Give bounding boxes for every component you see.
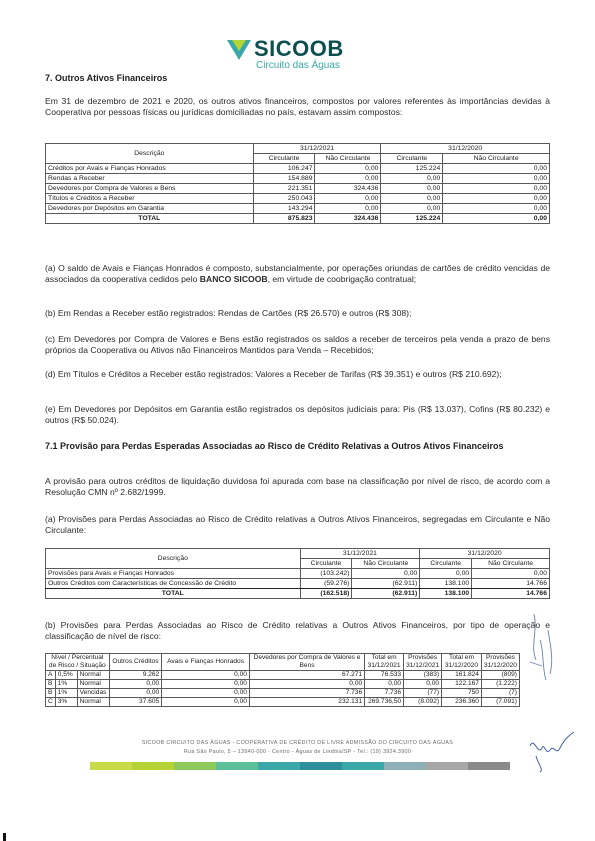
section-7-1-title: 7.1 Provisão para Perdas Esperadas Associadas ao Risco de Crédito Relativas a Outros Ativos Financeiros bbox=[45, 441, 504, 451]
note-e: (e) Em Devedores por Depósitos em Garantia estão registrados os depósitos judiciais para: Pis (R$ 13.037), Cofins (R$ 80.232) e outros (R$ 50.024). bbox=[45, 404, 550, 425]
cell-value: 7.736 bbox=[249, 689, 364, 698]
total-label: TOTAL bbox=[46, 589, 301, 599]
situacao-cell: Normal bbox=[77, 671, 109, 680]
note-a-bold: BANCO SICOOB bbox=[199, 274, 268, 284]
section-7-intro: Em 31 de dezembro de 2021 e 2020, os outros ativos financeiros, compostos por valores referentes às importâncias devidas à Cooperativa por pessoas físicas ou jurídicas domiciliadas no país, estavam assim compostos: bbox=[45, 96, 550, 117]
cell-value: 7.736 bbox=[365, 689, 404, 698]
note-a-text: (a) O saldo de Avais e Fianças Honrados é composto, substancialmente, por operações oriundas de cartões de crédito vencidas de associados da cooperativa cedidos pelo bbox=[45, 263, 550, 284]
footer-line-1: SICOOB CIRCUITO DAS ÁGUAS - COOPERATIVA DE CRÉDITO DE LIVRE ADMISSÃO DO CIRCUITO DAS ÁGUAS bbox=[141, 740, 454, 746]
cell-value: (809) bbox=[481, 671, 519, 680]
cell-value: 138.100 bbox=[420, 579, 472, 589]
stripe-segment bbox=[258, 762, 300, 770]
cell-value: 122.167 bbox=[442, 680, 482, 689]
stripe-segment bbox=[90, 762, 132, 770]
stripe-segment bbox=[426, 762, 468, 770]
situacao-cell: Vencidas bbox=[77, 689, 109, 698]
total-value: (62.911) bbox=[352, 589, 420, 599]
cell-value: 0,00 bbox=[315, 194, 381, 204]
cell-value: 0,00 bbox=[443, 204, 550, 214]
cell-value: 154.889 bbox=[253, 174, 315, 184]
cell-value: (7) bbox=[481, 689, 519, 698]
cell-value: 236.360 bbox=[442, 698, 482, 707]
note-a bbox=[45, 263, 550, 285]
col-year-2020: 31/12/2020 bbox=[420, 549, 550, 559]
table-row bbox=[46, 680, 520, 689]
table-row bbox=[46, 671, 520, 680]
nivel-cell: C bbox=[46, 698, 56, 707]
note-d: (d) Em Títulos e Créditos a Receber estão registrados: Valores a Receber de Tarifas (R$ 39.351) e outros (R$ 210.692); bbox=[45, 369, 502, 379]
table-row bbox=[46, 698, 520, 707]
col-circulante-2020: Circulante bbox=[381, 154, 443, 164]
cell-value: 0,00 bbox=[315, 164, 381, 174]
table-row bbox=[46, 569, 550, 579]
row-label: Títulos e Créditos a Receber bbox=[46, 194, 254, 204]
cell-value: 0,00 bbox=[443, 184, 550, 194]
stripe-segment bbox=[384, 762, 426, 770]
sicoob-logo bbox=[226, 36, 356, 76]
row-label: Devedores por Depósitos em Garantia bbox=[46, 204, 254, 214]
signature-mark bbox=[520, 610, 560, 700]
cell-value: 250.043 bbox=[253, 194, 315, 204]
cell-value: 0,00 bbox=[365, 680, 404, 689]
cell-value: 232.131 bbox=[249, 698, 364, 707]
cell-value: 0,00 bbox=[162, 689, 250, 698]
col-nao-circulante-2020: Não Circulante bbox=[472, 559, 550, 569]
col-nivel: Nível / Percentual de Risco / Situação bbox=[46, 654, 110, 671]
cell-value: (62.911) bbox=[352, 579, 420, 589]
cell-value: 106.247 bbox=[253, 164, 315, 174]
cell-value: 0,00 bbox=[162, 671, 250, 680]
sicoob-logo-icon bbox=[226, 38, 252, 62]
col-total-2020: Total em 31/12/2020 bbox=[442, 654, 482, 671]
table-row bbox=[46, 204, 550, 214]
col-outros-creditos: Outros Créditos bbox=[109, 654, 162, 671]
table-row bbox=[46, 184, 550, 194]
cell-value: (8.092) bbox=[404, 698, 442, 707]
stripe-segment bbox=[174, 762, 216, 770]
cell-value: 0,00 bbox=[162, 680, 250, 689]
cell-value: 269.736,50 bbox=[365, 698, 404, 707]
cell-value: 0,00 bbox=[443, 164, 550, 174]
col-total-2021: Total em 31/12/2021 bbox=[365, 654, 404, 671]
cell-value: 750 bbox=[442, 689, 482, 698]
cell-value: (7.091) bbox=[481, 698, 519, 707]
col-year-2021: 31/12/2021 bbox=[253, 144, 381, 154]
total-value: 138.100 bbox=[420, 589, 472, 599]
row-label: Devedores por Compra de Valores e Bens bbox=[46, 184, 254, 194]
cell-value: 143.294 bbox=[253, 204, 315, 214]
cell-value: 0,00 bbox=[443, 174, 550, 184]
cell-value: 67.271 bbox=[249, 671, 364, 680]
cell-value: 76.533 bbox=[365, 671, 404, 680]
table-row bbox=[46, 164, 550, 174]
total-value: 14.766 bbox=[472, 589, 550, 599]
stripe-segment bbox=[132, 762, 174, 770]
cell-value: (59.276) bbox=[300, 579, 352, 589]
row-label: Provisões para Avais e Fianças Honrados bbox=[46, 569, 301, 579]
col-provisoes-2020: Provisões 31/12/2020 bbox=[481, 654, 519, 671]
note-a-text-end: , em virtude de coobrigação contratual; bbox=[267, 274, 417, 284]
col-circulante-2021: Circulante bbox=[300, 559, 352, 569]
nivel-cell: B bbox=[46, 680, 56, 689]
cell-value: 0,00 bbox=[249, 680, 364, 689]
cell-value: 0,00 bbox=[472, 569, 550, 579]
cell-value: 0,00 bbox=[404, 680, 442, 689]
total-label: TOTAL bbox=[46, 214, 254, 224]
cell-value: 9.262 bbox=[109, 671, 162, 680]
cell-value: 221.351 bbox=[253, 184, 315, 194]
col-devedores: Devedores por Compra de Valores e Bens bbox=[249, 654, 364, 671]
total-value: 0,00 bbox=[443, 214, 550, 224]
section-7-1-sub-b: (b) Provisões para Perdas Associadas ao Risco de Crédito relativas a Outros Ativos Financeiros, por tipo de operação e classificação de nível de risco: bbox=[45, 620, 550, 641]
note-b: (b) Em Rendas a Receber estão registrados: Rendas de Cartões (R$ 26.570) e outros (R$ 308); bbox=[45, 308, 412, 318]
situacao-cell: Normal bbox=[77, 680, 109, 689]
cell-value: 125.224 bbox=[381, 164, 443, 174]
cell-value: (103.242) bbox=[300, 569, 352, 579]
stripe-segment bbox=[468, 762, 510, 770]
stripe-segment bbox=[342, 762, 384, 770]
cell-value: 37.605 bbox=[109, 698, 162, 707]
col-provisoes-2021: Provisões 31/12/2021 bbox=[404, 654, 442, 671]
footer-line-2: Rua São Paulo, 5 – 13940-000 - Centro - Águas de Lindóia/SP - Tel.: (19) 3924.3900 bbox=[183, 749, 412, 755]
total-value: 324.436 bbox=[315, 214, 381, 224]
cell-value: 14.766 bbox=[472, 579, 550, 589]
section-7-1-sub-a: (a) Provisões para Perdas Associadas ao Risco de Crédito relativas a Outros Ativos Financeiros, segregadas em Circulante e Não Circulante: bbox=[45, 514, 550, 535]
row-label: Outros Créditos com Características de Concessão de Crédito bbox=[46, 579, 301, 589]
note-c: (c) Em Devedores por Compra de Valores e Bens estão registrados os saldos a receber de terceiros pela venda a prazo de bens próprios da Cooperativa ou Ativos não Financeiros Mantidos para Venda – Recebidos; bbox=[45, 334, 550, 355]
cell-value: 0,00 bbox=[420, 569, 472, 579]
cell-value: 0,00 bbox=[381, 174, 443, 184]
table-row bbox=[46, 174, 550, 184]
total-value: (162.518) bbox=[300, 589, 352, 599]
logo-subtitle: Circuito das Águas bbox=[256, 60, 340, 71]
col-year-2020: 31/12/2020 bbox=[381, 144, 550, 154]
col-nao-circulante-2021: Não Circulante bbox=[352, 559, 420, 569]
cell-value: 0,00 bbox=[109, 689, 162, 698]
cell-value: 0,00 bbox=[352, 569, 420, 579]
col-year-2021: 31/12/2021 bbox=[300, 549, 420, 559]
pct-cell: 3% bbox=[55, 698, 77, 707]
outros-ativos-table bbox=[45, 143, 550, 224]
stripe-segment bbox=[300, 762, 342, 770]
cell-value: 324.436 bbox=[315, 184, 381, 194]
section-7-1-intro: A provisão para outros créditos de liquidação duvidosa foi apurada com base na classificação por nível de risco, de acordo com a Resolução CMN nº 2.682/1999. bbox=[45, 476, 550, 497]
cell-value: 0,00 bbox=[315, 204, 381, 214]
cell-value: 0,00 bbox=[381, 204, 443, 214]
scan-mark bbox=[3, 833, 6, 841]
pct-cell: 1% bbox=[55, 680, 77, 689]
col-descricao: Descrição bbox=[46, 144, 254, 164]
col-circulante-2020: Circulante bbox=[420, 559, 472, 569]
cell-value: 161.824 bbox=[442, 671, 482, 680]
table-total-row bbox=[46, 589, 550, 599]
cell-value: 0,00 bbox=[162, 698, 250, 707]
cell-value: (1.222) bbox=[481, 680, 519, 689]
cell-value: (77) bbox=[404, 689, 442, 698]
provisoes-circulante-table bbox=[45, 548, 550, 599]
cell-value: 0,00 bbox=[381, 194, 443, 204]
col-avais-fiancas: Avais e Fianças Honrados bbox=[162, 654, 250, 671]
cell-value: 0,00 bbox=[315, 174, 381, 184]
section-7-title: 7. Outros Ativos Financeiros bbox=[45, 73, 168, 83]
table-row bbox=[46, 689, 520, 698]
col-circulante-2021: Circulante bbox=[253, 154, 315, 164]
row-label: Créditos por Avais e Fianças Honrados bbox=[46, 164, 254, 174]
cell-value: 0,00 bbox=[381, 184, 443, 194]
situacao-cell: Normal bbox=[77, 698, 109, 707]
cell-value: 0,00 bbox=[443, 194, 550, 204]
footer-color-stripe bbox=[90, 762, 510, 770]
table-row bbox=[46, 194, 550, 204]
cell-value: 0,00 bbox=[109, 680, 162, 689]
provisoes-nivel-risco-table bbox=[45, 653, 520, 707]
col-nao-circulante-2021: Não Circulante bbox=[315, 154, 381, 164]
row-label: Rendas a Receber bbox=[46, 174, 254, 184]
col-descricao: Descrição bbox=[46, 549, 301, 569]
table-total-row bbox=[46, 214, 550, 224]
logo-name: SICOOB bbox=[254, 36, 344, 61]
pct-cell: 0,5% bbox=[55, 671, 77, 680]
total-value: 125.224 bbox=[381, 214, 443, 224]
col-nao-circulante-2020: Não Circulante bbox=[443, 154, 550, 164]
table-row bbox=[46, 579, 550, 589]
nivel-cell: A bbox=[46, 671, 56, 680]
total-value: 875.823 bbox=[253, 214, 315, 224]
stripe-segment bbox=[216, 762, 258, 770]
nivel-cell: B bbox=[46, 689, 56, 698]
cell-value: (383) bbox=[404, 671, 442, 680]
pct-cell: 1% bbox=[55, 689, 77, 698]
